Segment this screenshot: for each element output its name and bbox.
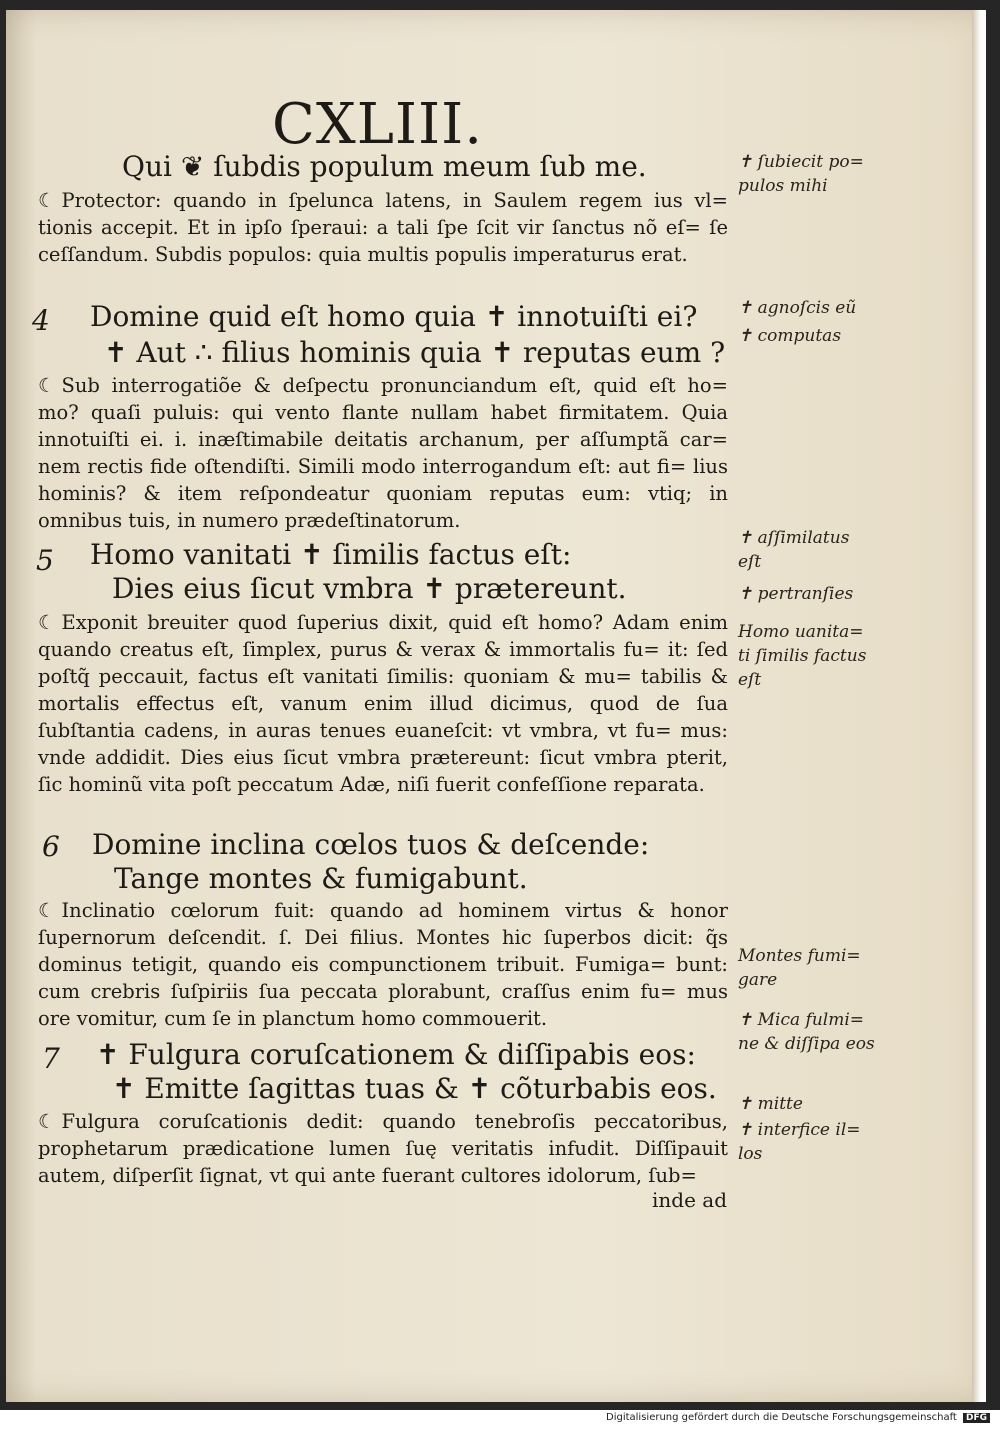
marginal-gloss: ✝ pertranſies bbox=[738, 584, 854, 604]
marginal-gloss: ✝ interfice il= los bbox=[738, 1120, 861, 1164]
paragraph-mark-icon: ☾ bbox=[38, 899, 56, 922]
paragraph-mark-icon: ☾ bbox=[38, 374, 56, 397]
paragraph-mark-icon: ☾ bbox=[38, 1110, 56, 1133]
paragraph-mark-icon: ☾ bbox=[38, 611, 56, 634]
verse-line: Dies eius ſicut vmbra ✝ prætereunt. bbox=[112, 572, 627, 605]
commentary-block: ☾ Fulgura coruſcationis dedit: quando tenebroſis peccatoribus, prophetarum prædicatione lumen ſuę veritatis infudit. Diſſipauit autem, diſperſit ſignat, vt qui ante fuerant cultores idolorum, ſub= bbox=[38, 1110, 728, 1187]
verse-line: ✝ Aut ∴ filius hominis quia ✝ reputas eum ? bbox=[104, 336, 726, 369]
verse-line: Tange montes & fumigabunt. bbox=[114, 862, 528, 895]
verse-line: Domine inclina cœlos tuos & deſcende: bbox=[92, 828, 650, 861]
marginal-gloss: ✝ Mica fulmi= ne & diſſipa eos bbox=[738, 1010, 875, 1054]
verse-number: 4 bbox=[32, 304, 50, 337]
commentary-block: ☾ Protector: quando in ſpelunca latens, in Saulem regem ius vl= tionis accepit. Et in ipſo ſperaui: a tali ſpe ſcit vir ſanctus nõ eſ= ſe ceſſandum. Subdis populos: quia multis populis imperaturus erat. bbox=[38, 189, 728, 266]
verse-number: 5 bbox=[36, 544, 54, 577]
commentary-block: ☾ Sub interrogatiõe & deſpectu pronunciandum eſt, quid eſt ho= mo? quaſi puluis: qui vento flante nullam habet firmitatem. Quia innotuiſti ei. i. inæſtimabile deitatis archanum, per aſſumptã car= nem rectis fide oſtendiſti. Simili modo interrogandum eſt: aut fi= lius hominis? & item reſpondeatur quoniam reputas eum: vtiq; in omnibus tuis, in numero prædeſtinatorum. bbox=[38, 374, 728, 532]
verse-line: ✝ Emitte ſagittas tuas & ✝ cõturbabis eos. bbox=[112, 1072, 717, 1105]
credit-text: Digitalisierung gefördert durch die Deutsche Forschungsgemeinschaft bbox=[606, 1412, 957, 1423]
commentary-block: ☾ Exponit breuiter quod ſuperius dixit, quid eſt homo? Adam enim quando creatus eſt, ſimplex, purus & verax & immortalis fu= it: ſed poſtq̃ peccauit, factus eſt vanitati ſimilis: quoniam & mu= tabilis & mortalis effectus eſt, vanum enim illud dicimus, quod de ſua ſubſtantia cadens, in auras tenues euaneſcit: vt vmbra, vt fu= mus: vnde addidit. Dies eius ſicut vmbra prætereunt: ſicut vmbra pterit, ſic hominũ vita poſt peccatum Adæ, niſi fuerit confeſſione reparata. bbox=[38, 611, 728, 796]
verse-line: Domine quid eſt homo quia ✝ innotuiſti ei? bbox=[90, 300, 698, 333]
paragraph-mark-icon: ☾ bbox=[38, 189, 56, 212]
marginal-gloss: Homo uanita= ti ſimilis factus eſt bbox=[738, 622, 867, 690]
verse-line: Homo vanitati ✝ ſimilis factus eſt: bbox=[90, 538, 572, 571]
verse-number: 6 bbox=[42, 830, 60, 863]
folio-number: CXLIII. bbox=[272, 92, 484, 157]
marginal-gloss: ✝ aſſimilatus eſt bbox=[738, 528, 850, 572]
commentary-block: ☾ Inclinatio cœlorum fuit: quando ad hominem virtus & honor ſupernorum deſcendit. ſ. Dei filius. Montes hic ſuperbos dicit: q̃s dominus tetigit, quando eis compunctionem tribuit. Fumiga= bunt: cum crebris ſuſpiriis ſua peccata plorabunt, craſſus enim fu= mus ore vomitur, cum ſe in planctum homo commouerit. bbox=[38, 899, 728, 1030]
page-edge-strip bbox=[972, 10, 986, 1402]
verse-line: Qui ❦ ſubdis populum meum ſub me. bbox=[122, 150, 647, 183]
marginal-gloss: ✝ ſubiecit po= pulos mihi bbox=[738, 152, 864, 196]
digitization-credit bbox=[606, 1412, 990, 1423]
marginal-gloss: ✝ mitte bbox=[738, 1094, 803, 1114]
marginal-gloss: ✝ computas bbox=[738, 326, 842, 346]
marginal-gloss: Montes fumi= gare bbox=[738, 946, 861, 990]
dfg-logo: DFG bbox=[963, 1413, 990, 1423]
verse-number: 7 bbox=[42, 1042, 60, 1075]
verse-line: ✝ Fulgura coruſcationem & diſſipabis eos: bbox=[96, 1038, 696, 1071]
marginal-gloss: ✝ agnoſcis eũ bbox=[738, 298, 857, 318]
catchword: inde ad bbox=[652, 1188, 727, 1212]
